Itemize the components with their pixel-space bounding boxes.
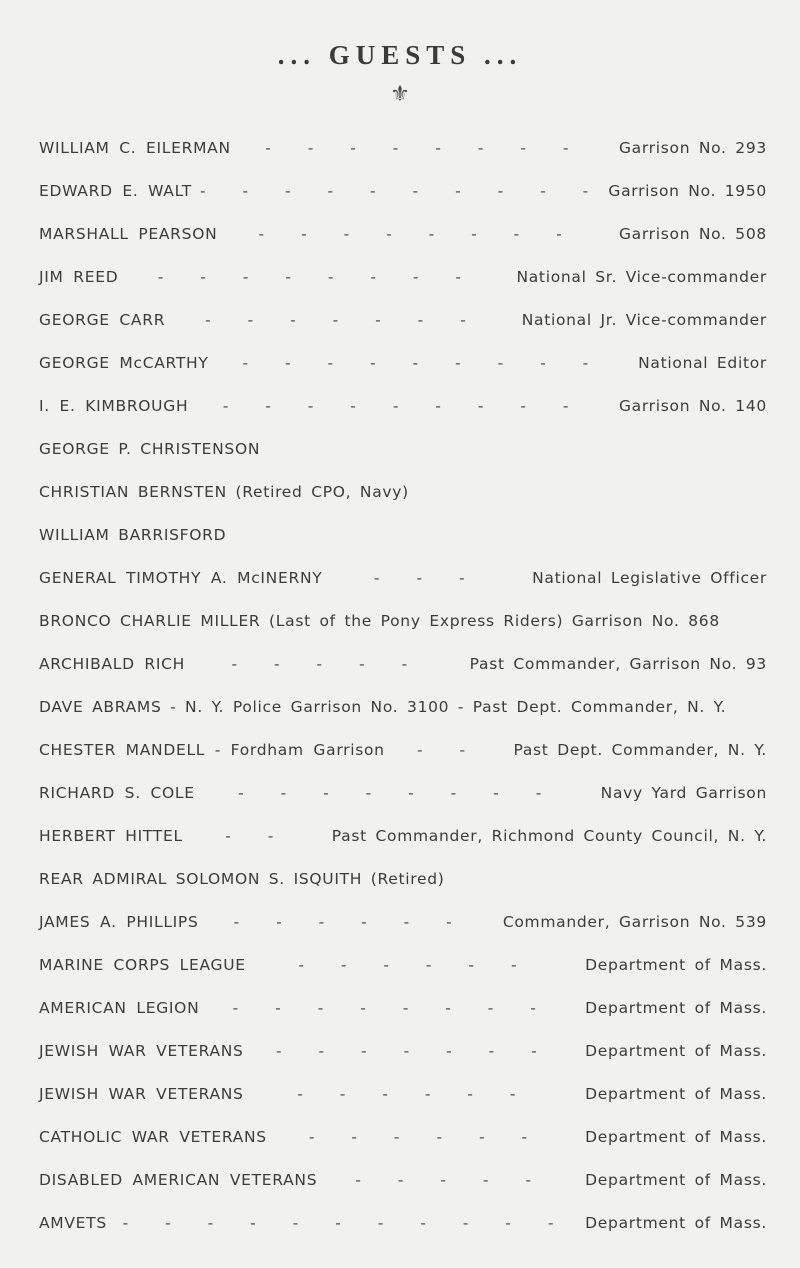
guest-row <box>39 999 767 1042</box>
guest-affiliation: Department of Mass. <box>585 1042 767 1060</box>
guest-affiliation: Department of Mass. <box>585 999 767 1017</box>
guest-affiliation: Past Dept. Commander, N. Y. <box>513 741 767 759</box>
guest-name: BRONCO CHARLIE MILLER (Last of the Pony Express Riders) Garrison No. 868 <box>39 612 720 630</box>
guest-leader: - - <box>417 741 482 759</box>
guest-leader: - - - - - <box>231 655 424 673</box>
guest-leader: - - - - - - <box>233 913 468 931</box>
guest-affiliation: National Sr. Vice-commander <box>516 268 767 286</box>
guest-name: GENERAL TIMOTHY A. McINERNY <box>39 569 323 587</box>
guest-row <box>39 225 767 268</box>
guest-name: JEWISH WAR VETERANS <box>39 1085 244 1103</box>
guest-affiliation: National Legislative Officer <box>532 569 767 587</box>
guest-affiliation: Garrison No. 140 <box>618 397 767 415</box>
guest-row <box>39 827 767 870</box>
guest-name: EDWARD E. WALT <box>39 182 192 200</box>
guest-name: GEORGE CARR <box>39 311 166 329</box>
guest-row <box>39 268 767 311</box>
guest-name: RICHARD S. COLE <box>39 784 195 802</box>
guest-row <box>39 1085 767 1128</box>
guest-affiliation: Garrison No. 1950 <box>608 182 767 200</box>
guest-row <box>39 956 767 999</box>
guest-leader: - - - - - <box>355 1171 548 1189</box>
guest-name: WILLIAM BARRISFORD <box>39 526 227 544</box>
guest-affiliation: Garrison No. 508 <box>618 225 767 243</box>
guest-affiliation: National Editor <box>638 354 767 372</box>
guest-row <box>39 569 767 612</box>
guest-name: MARSHALL PEARSON <box>39 225 218 243</box>
guest-row <box>39 741 767 784</box>
guest-name: JAMES A. PHILLIPS <box>39 913 199 931</box>
guest-affiliation: Department of Mass. <box>585 1214 767 1232</box>
guest-leader: - - - - - - - <box>205 311 482 329</box>
guest-leader: - - <box>225 827 290 845</box>
guest-leader: - - - - - - <box>298 956 533 974</box>
guest-name: JEWISH WAR VETERANS <box>39 1042 244 1060</box>
guest-leader: - - - - - - <box>308 1128 544 1146</box>
guest-affiliation: Past Commander, Garrison No. 93 <box>469 655 767 673</box>
guest-row <box>39 1214 767 1257</box>
guest-name: CHESTER MANDELL - Fordham Garrison <box>39 741 385 759</box>
guest-affiliation: Garrison No. 293 <box>618 139 767 157</box>
guest-row <box>39 440 767 483</box>
guest-leader: - - - - - - - - - <box>222 397 585 415</box>
guest-name: I. E. KIMBROUGH <box>39 397 189 415</box>
guest-affiliation: National Jr. Vice-commander <box>521 311 767 329</box>
guest-row <box>39 698 767 741</box>
guest-row <box>39 1171 767 1214</box>
guest-affiliation: Department of Mass. <box>585 956 767 974</box>
guest-row <box>39 870 767 913</box>
guest-name: AMVETS <box>39 1214 107 1232</box>
guest-name: ARCHIBALD RICH <box>39 655 186 673</box>
guest-row <box>39 483 767 526</box>
guest-affiliation: Department of Mass. <box>585 1128 767 1146</box>
guest-name: GEORGE McCARTHY <box>39 354 209 372</box>
guest-row <box>39 913 767 956</box>
guest-row <box>39 526 767 569</box>
guest-name: HERBERT HITTEL <box>39 827 183 845</box>
page-title: ... GUESTS ... <box>277 40 523 70</box>
guest-list <box>39 139 767 1257</box>
guest-row <box>39 139 767 182</box>
guest-name: DAVE ABRAMS - N. Y. Police Garrison No. 3100 - Past Dept. Commander, N. Y. <box>39 698 727 716</box>
fleur-de-lis-icon: ⚜ <box>390 82 410 107</box>
guest-name: DISABLED AMERICAN VETERANS <box>39 1171 318 1189</box>
guest-name: WILLIAM C. EILERMAN <box>39 139 231 157</box>
guest-name: GEORGE P. CHRISTENSON <box>39 440 261 458</box>
guest-affiliation: Commander, Garrison No. 539 <box>502 913 767 931</box>
guest-leader: - - - - - - - - - - <box>199 182 605 200</box>
guest-leader: - - - - - - <box>297 1085 532 1103</box>
guest-affiliation: Department of Mass. <box>585 1171 767 1189</box>
guest-leader: - - - - - - - - <box>232 999 552 1017</box>
guest-row <box>39 311 767 354</box>
guest-affiliation: Navy Yard Garrison <box>600 784 767 802</box>
guest-row <box>39 182 767 225</box>
guest-affiliation: Past Commander, Richmond County Council, N. Y. <box>331 827 767 845</box>
guest-name: AMERICAN LEGION <box>39 999 200 1017</box>
guest-name: MARINE CORPS LEAGUE <box>39 956 246 974</box>
guest-row <box>39 784 767 827</box>
guest-name: JIM REED <box>39 268 119 286</box>
guest-row <box>39 612 767 655</box>
guest-name: REAR ADMIRAL SOLOMON S. ISQUITH (Retired) <box>39 870 445 888</box>
guest-leader: - - - - - - - - - - - <box>122 1214 570 1232</box>
guest-leader: - - - - - - - - <box>238 784 558 802</box>
guest-row <box>39 1128 767 1171</box>
guest-row <box>39 1042 767 1085</box>
guest-affiliation: Department of Mass. <box>585 1085 767 1103</box>
guest-row <box>39 397 767 440</box>
guest-row <box>39 655 767 698</box>
guest-leader: - - - - - - - - <box>265 139 585 157</box>
guest-leader: - - - <box>373 569 481 587</box>
guest-name: CATHOLIC WAR VETERANS <box>39 1128 267 1146</box>
guest-leader: - - - - - - - <box>276 1042 553 1060</box>
guest-row <box>39 354 767 397</box>
guest-leader: - - - - - - - - <box>157 268 477 286</box>
guest-leader: - - - - - - - - <box>258 225 578 243</box>
guest-name: CHRISTIAN BERNSTEN (Retired CPO, Navy) <box>39 483 409 501</box>
guest-leader: - - - - - - - - - <box>242 354 605 372</box>
